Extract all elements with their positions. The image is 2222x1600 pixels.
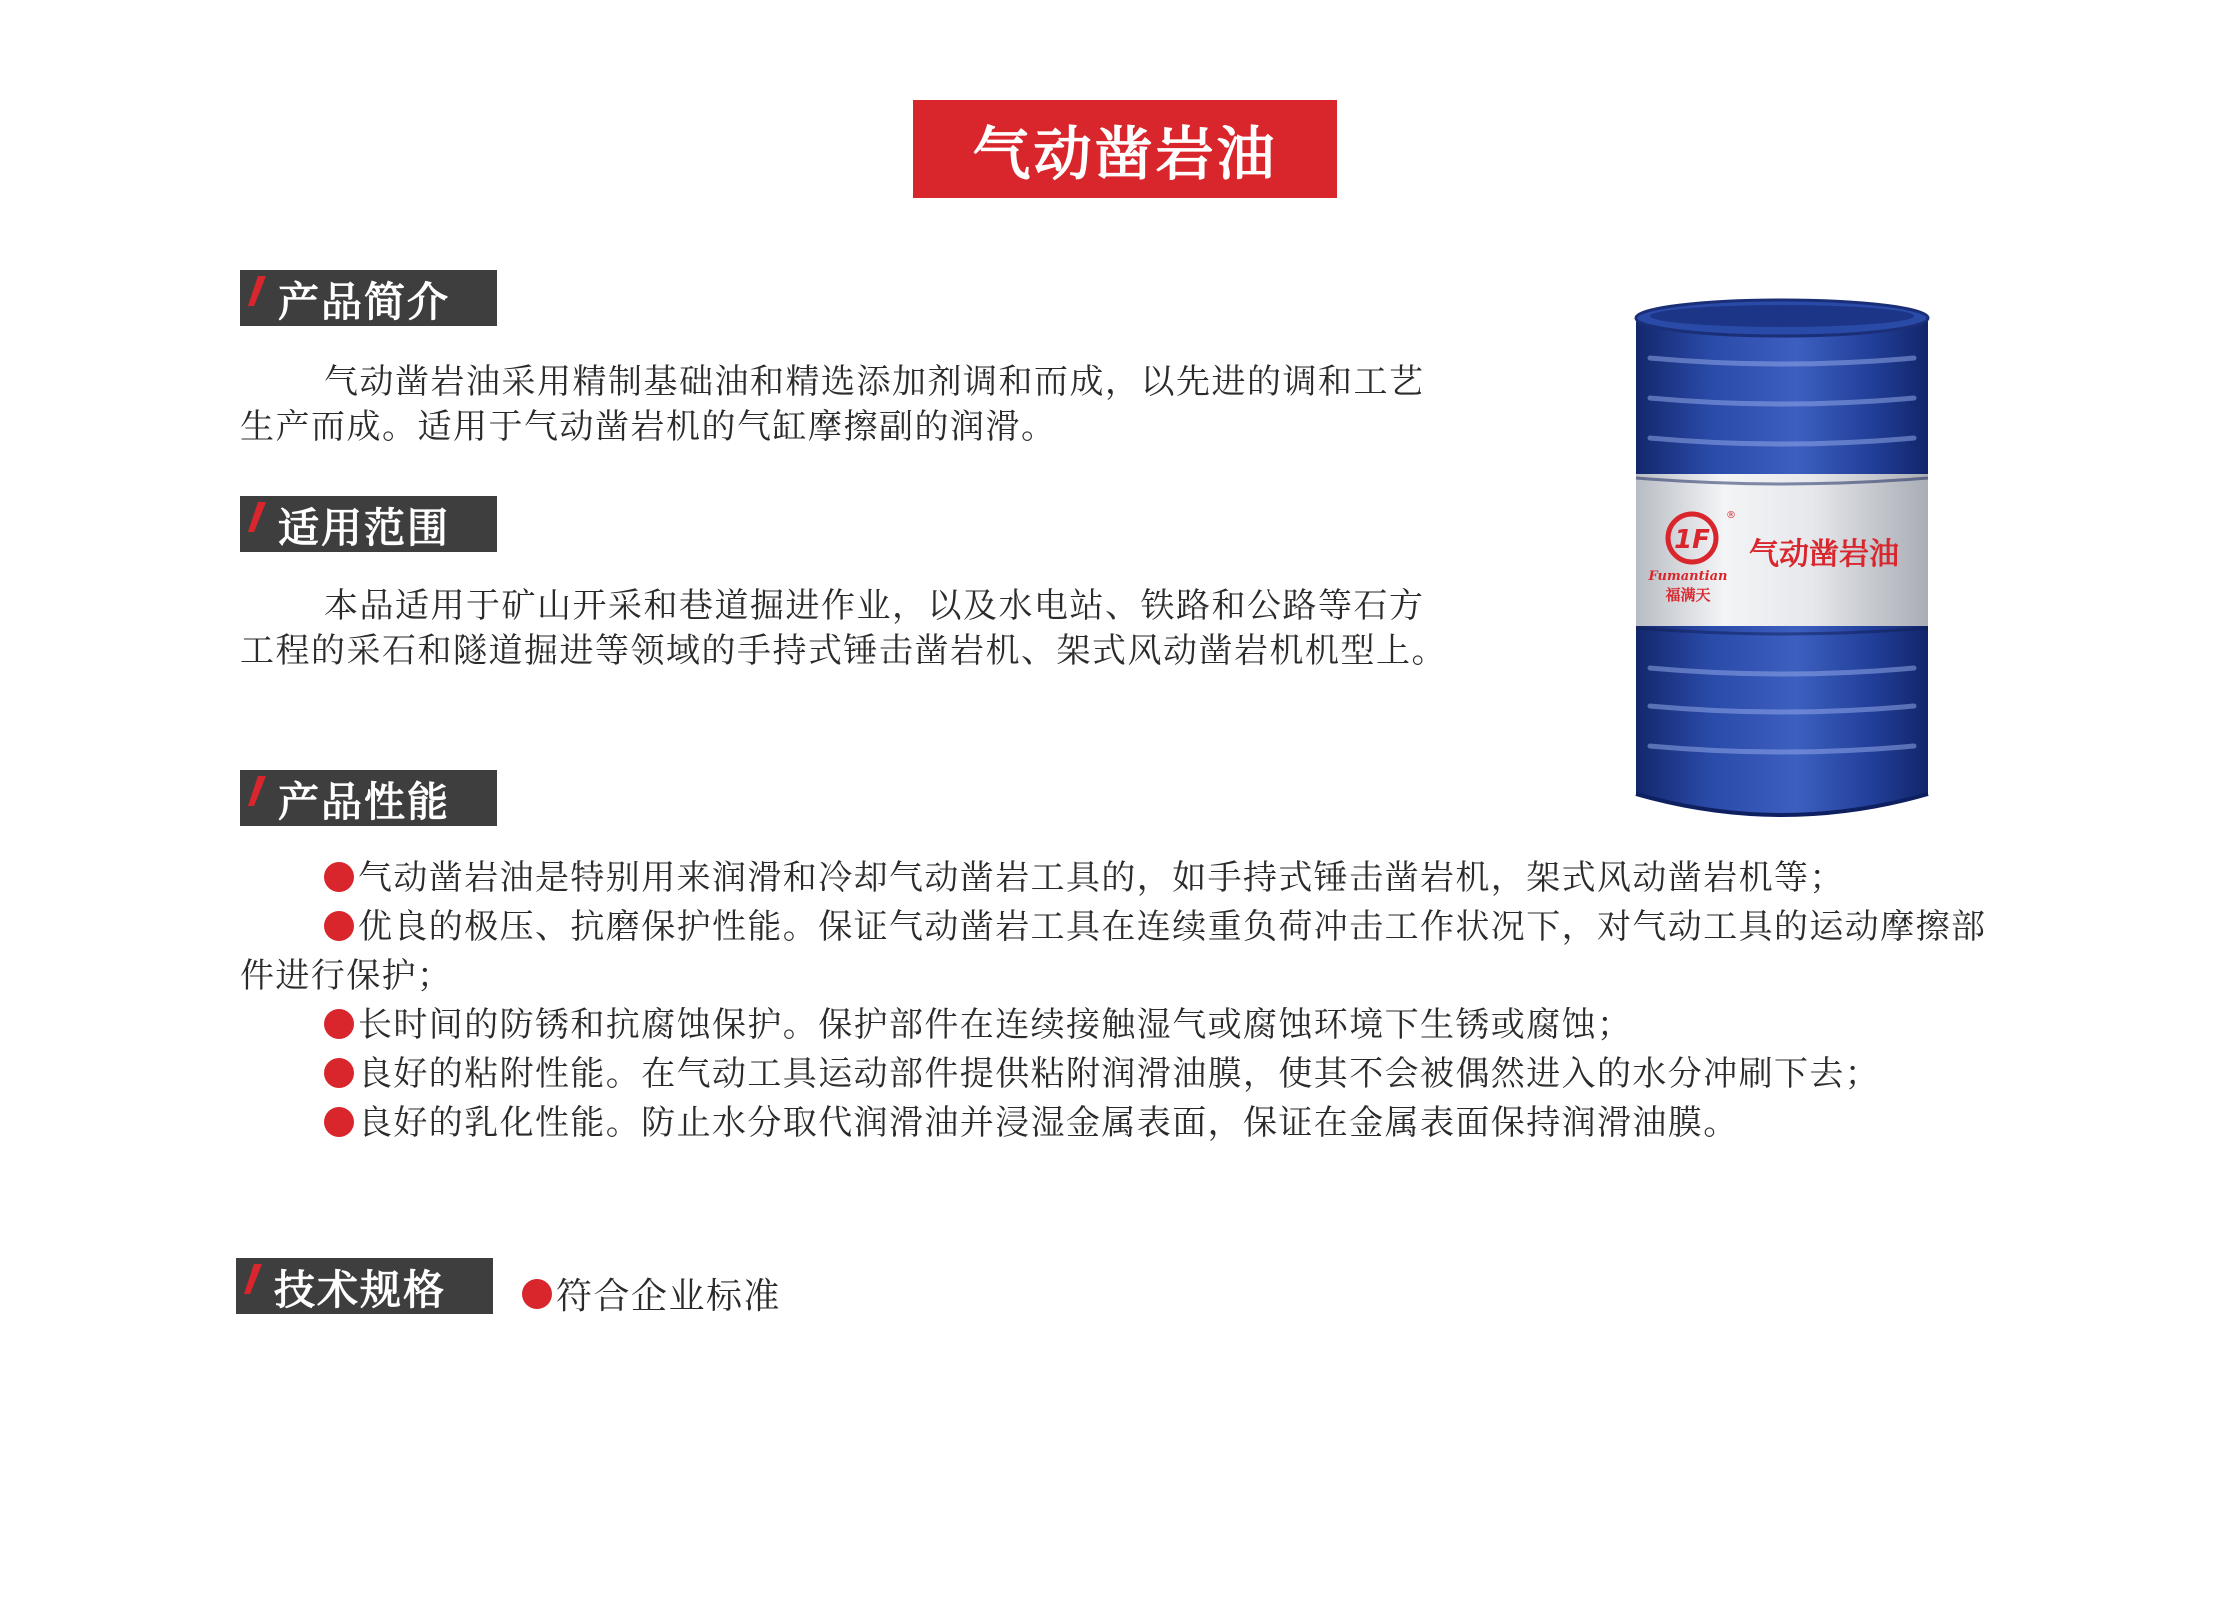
list-item: 长时间的防锈和抗腐蚀保护。保护部件在连续接触湿气或腐蚀环境下生锈或腐蚀； (240, 1001, 2020, 1050)
section-heading-scope (240, 496, 497, 552)
section-heading-spec (236, 1258, 493, 1314)
barrel-label: 气动凿岩油 (1749, 537, 1899, 572)
list-item: 优良的极压、抗磨保护性能。保证气动凿岩工具在连续重负荷冲击工作状况下，对气动工具的运动摩擦部件进行保护； (240, 907, 1987, 996)
svg-text:1F: 1F (1674, 525, 1710, 555)
section-heading-label: 产品简介 (278, 277, 450, 326)
heading-slash-icon (248, 776, 266, 806)
list-item: 良好的乳化性能。防止水分取代润滑油并浸湿金属表面，保证在金属表面保持润滑油膜。 (240, 1099, 2020, 1148)
red-bullet-icon (324, 1009, 354, 1039)
list-item: 气动凿岩油是特别用来润滑和冷却气动凿岩工具的，如手持式锤击凿岩机，架式风动凿岩机等； (240, 854, 2020, 903)
red-bullet-icon (324, 862, 354, 892)
heading-slash-icon (248, 502, 266, 532)
svg-text:®: ® (1726, 510, 1736, 521)
list-item: 良好的粘附性能。在气动工具运动部件提供粘附润滑油膜，使其不会被偶然进入的水分冲刷下去； (240, 1050, 2020, 1099)
section-heading-performance (240, 770, 497, 826)
heading-slash-icon (244, 1264, 262, 1294)
section-heading-label: 技术规格 (274, 1265, 446, 1314)
svg-text:Fumantian: Fumantian (1648, 569, 1728, 584)
heading-slash-icon (248, 276, 266, 306)
red-bullet-icon (522, 1279, 552, 1309)
oil-barrel-image (1630, 296, 1934, 826)
spec-text: 符合企业标准 (522, 1268, 781, 1319)
page-title: 气动凿岩油 (913, 100, 1337, 198)
section-heading-intro (240, 270, 497, 326)
red-bullet-icon (324, 911, 354, 941)
red-bullet-icon (324, 1107, 354, 1137)
scope-text: 本品适用于矿山开采和巷道掘进作业，以及水电站、铁路和公路等石方工程的采石和隧道掘进等领域的手持式锤击凿岩机、架式风动凿岩机机型上。 (240, 586, 1447, 671)
section-heading-label: 适用范围 (278, 503, 450, 552)
performance-list (240, 854, 2020, 1148)
intro-text: 气动凿岩油采用精制基础油和精选添加剂调和而成，以先进的调和工艺生产而成。适用于气动凿岩机的气缸摩擦副的润滑。 (240, 362, 1425, 447)
section-heading-label: 产品性能 (278, 777, 450, 826)
red-bullet-icon (324, 1058, 354, 1088)
svg-text:福满天: 福满天 (1665, 586, 1711, 604)
